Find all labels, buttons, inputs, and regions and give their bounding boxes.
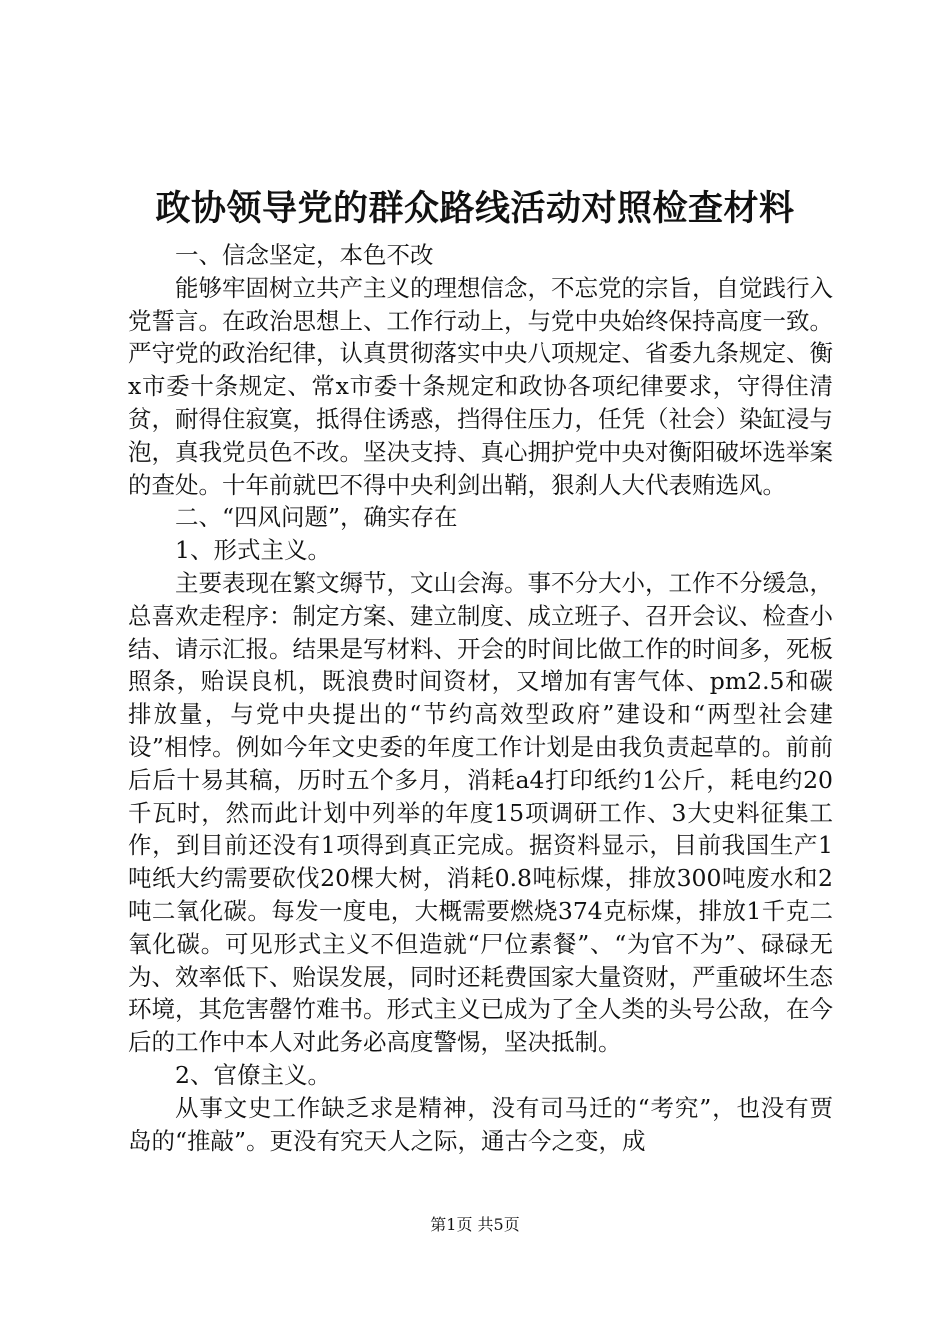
section-heading-2: 二、“四风问题”，确实存在	[175, 503, 458, 532]
paragraph-1: 能够牢固树立共产主义的理想信念，不忘党的宗旨，自觉践行入党誓言。在政治思想上、工作行动上，与党中央始终保持高度一致。严守党的政治纪律，认真贯彻落实中央八项规定、省委九条规定、衡x市委十条规定、常x市委十条规定和政协各项纪律要求，守得住清贫，耐得住寂寞，抵得住诱惑，挡得住压力，任凭（社会）染缸浸与泡，真我党员色不改。坚决支持、真心拥护党中央对衡阳破坏选举案的查处。十年前就巴不得中央利剑出鞘，狠刹人大代表贿选风。	[128, 273, 833, 499]
paragraph-2: 主要表现在繁文缛节，文山会海。事不分大小，工作不分缓急，总喜欢走程序：制定方案、建立制度、成立班子、召开会议、检查小结、请示汇报。结果是写材料、开会的时间比做工作的时间多，死板照条，贻误良机，既浪费时间资材，又增加有害气体、pm2.5和碳排放量，与党中央提出的“节约高效型政府”建设和“两型社会建设”相悖。例如今年文史委的年度工作计划是由我负责起草的。前前后后十易其稿，历时五个多月，消耗a4打印纸约1公斤，耗电约20千瓦时，然而此计划中列举的年度15项调研工作、3大史料征集工作，到目前还没有1项得到真正完成。据资料显示，目前我国生产1吨纸大约需要砍伐20棵大树，消耗0.8吨标煤，排放300吨废水和2吨二氧化碳。每发一度电，大概需要燃烧374克标煤，排放1千克二氧化碳。可见形式主义不但造就“尸位素餐”、“为官不为”、碌碌无为、效率低下、贻误发展，同时还耗费国家大量资财，严重破坏生态环境，其危害罄竹难书。形式主义已成为了全人类的头号公敌，在今后的工作中本人对此务必高度警惕，坚决抵制。	[128, 568, 833, 1057]
document-title: 政协领导党的群众路线活动对照检查材料	[155, 188, 795, 229]
paragraph-3: 从事文史工作缺乏求是精神，没有司马迁的“考究”，也没有贾岛的“推敲”。更没有究天人之际，通古今之变，成	[128, 1093, 833, 1155]
document-body	[128, 239, 833, 1157]
subheading-formalism: 1、形式主义。	[175, 536, 331, 565]
subheading-bureaucratism: 2、官僚主义。	[175, 1060, 331, 1089]
section-heading-1: 一、信念坚定，本色不改	[175, 241, 434, 269]
page-footer: 第1页 共5页	[430, 1215, 520, 1234]
